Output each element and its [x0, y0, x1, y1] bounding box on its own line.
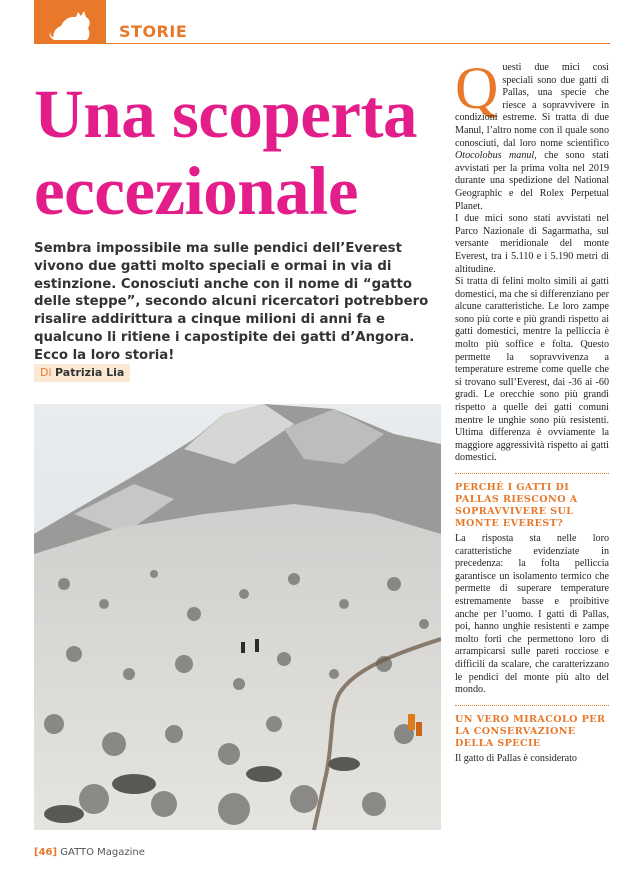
page-number: [46] — [34, 847, 58, 858]
section-rule — [34, 43, 610, 44]
subheading-2: UN VERO MIRACOLO PER LA CONSERVAZIONE DELLA SPECIE — [455, 713, 606, 749]
mountain-photo-image — [34, 404, 441, 830]
title-line-1: Una scoperta — [34, 76, 418, 152]
paragraph-1-end: , che sono stati avvistati per la prima volta nel 2019 durante una spedizione del National Geographic e del Rolex Perpetual Planet. — [455, 150, 609, 212]
paragraph-4: La risposta sta nelle loro caratteristiche evidenziate in precedenza: la folta pelliccia garantisce un isolamento termico che permette di superare temperature estremamente basse e proibitive anche per l’uomo. I gatti di Pallas, poi, hanno unghie resistenti e zampe molto forti che permettono loro di arrampicarsi sulle pareti rocciose e difficili da scalare, che caratterizzano le pendici del monte più alto del mondo. — [455, 533, 609, 696]
section-label: STORIE — [119, 22, 188, 41]
magazine-name: GATTO Magazine — [60, 847, 145, 858]
title-line-2: eccezionale — [34, 153, 358, 229]
cat-icon — [46, 4, 96, 42]
section-divider — [455, 705, 609, 707]
page-footer — [34, 847, 145, 858]
paragraph-5: Il gatto di Pallas è considerato — [455, 752, 577, 764]
paragraph-1 — [455, 55, 609, 213]
subheading-1: PERCHÉ I GATTI DI PALLAS RIESCONO A SOPRAVVIVERE SUL MONTE EVEREST? — [455, 482, 578, 529]
section-badge — [34, 0, 106, 44]
dropcap: Q — [455, 55, 499, 121]
article-body — [455, 55, 609, 765]
article-photo — [34, 404, 441, 830]
paragraph-1-text: uesti due mici così speciali sono due gatti di Pallas, una specie che riesce a sopravvivere in condizioni estreme. Si tratta di due Manul, l’altro nome con il quale sono conosciuti, dal loro nome scientifico — [455, 62, 609, 149]
paragraph-2: I due mici sono stati avvistati nel Parco Nazionale di Sagarmatha, sul versante meridionale del monte Everest, tra i 5.110 e i 5.190 metri di altitudine. — [455, 213, 609, 275]
paragraph-3: Si tratta di felini molto simili ai gatti domestici, ma che si differenziano per alcune caratteristiche. Le loro zampe sono più corte e più grandi rispetto ai gatti domestici, mentre la pelliccia è molto più soffice e folta. Questo permette la sopravvivenza a temperature estreme come quelle che si trovano sull’Everest, dai -36 ai -60 gradi. Le orecchie sono più grandi rispetto a quelle dei gatti comuni mentre le unghie sono più resistenti. Ultima differenza è ovviamente la maggiore aggressività rispetto ai gatti domestici. — [455, 276, 609, 464]
byline — [34, 364, 130, 382]
article-title — [34, 76, 454, 230]
byline-author: Patrizia Lia — [55, 366, 125, 379]
article-lead: Sembra impossibile ma sulle pendici dell’Everest vivono due gatti molto speciali e ormai in via di estinzione. Conosciuti anche con il nome di “gatto delle steppe”, secondo alcuni ricercatori potrebbero risalire addirittura a cinque milioni di anni fa e qualcuno li ritiene i capostipite dei gatti d’Angora. Ecco la loro storia! — [34, 241, 429, 363]
byline-prefix: Di — [40, 366, 52, 379]
section-divider — [455, 473, 609, 475]
scientific-name: Otocolobus manul — [455, 150, 535, 162]
